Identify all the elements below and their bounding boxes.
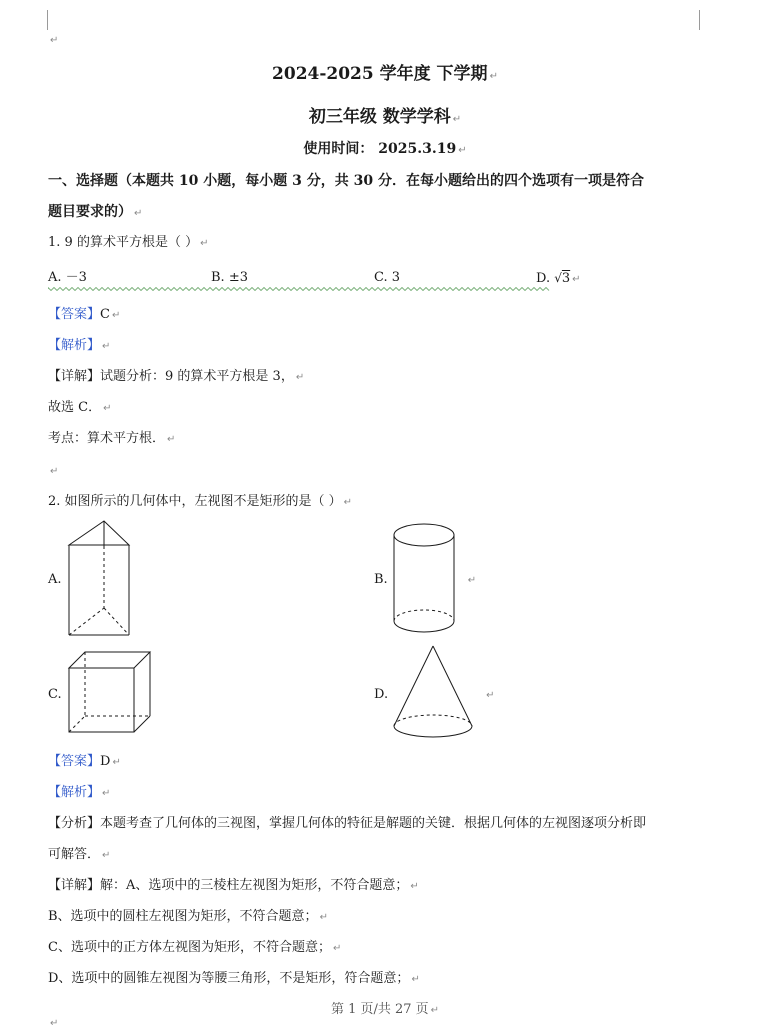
triangular-prism-figure [64, 518, 136, 640]
q2-detail-a: 【详解】解：A、选项中的三棱柱左视图为矩形，不符合题意； ↵ [48, 878, 419, 893]
q2-stem: 2. 如图所示的几何体中，左视图不是矩形的是（ ） ↵ [48, 494, 353, 509]
page-corner-left [47, 10, 48, 30]
q2-fenxi: 【分析】本题考查了几何体的三视图，掌握几何体的特征是解题的关键．根据几何体的左视图逐项分析即 [48, 816, 647, 831]
paragraph-mark: ↵ [50, 1018, 59, 1029]
q2-option-c-label: C. [48, 687, 62, 702]
q2-option-a-label: A. [48, 572, 62, 587]
section-heading: 一、选择题（本题共 10 小题，每小题 3 分，共 30 分．在每小题给出的四个选项有一项是符合 [48, 173, 644, 189]
q1-option-a: A. －3 [48, 270, 87, 285]
q2-analysis: 【解析】 ↵ [48, 785, 111, 800]
q1-option-b: B. ±3 [211, 270, 248, 285]
q2-answer: 【答案】D ↵ [48, 754, 121, 769]
cone-figure [390, 642, 476, 742]
spellcheck-underline [48, 287, 551, 291]
cube-figure [65, 648, 155, 738]
q1-conclusion: 故选 C． ↵ [48, 400, 112, 415]
q2-detail-c: C、选项中的正方体左视图为矩形，不符合题意； ↵ [48, 940, 342, 955]
cylinder-figure [390, 521, 460, 639]
doc-date: 使用时间： 2025.3.19 ↵ [303, 141, 467, 157]
q1-option-d: D. √3 ↵ [536, 271, 581, 286]
q2-option-b-label: B. ↵ [374, 572, 477, 587]
q1-detail: 【详解】试题分析：9 的算术平方根是 3， ↵ [48, 369, 305, 384]
doc-subtitle: 初三年级 数学学科 ↵ [308, 107, 462, 127]
q2-detail-b: B、选项中的圆柱左视图为矩形，不符合题意； ↵ [48, 909, 328, 924]
section-heading-cont: 题目要求的） ↵ [48, 204, 143, 220]
doc-title: 2024-2025 学年度 下学期 ↵ [272, 64, 498, 84]
q1-knowledge: 考点：算术平方根． ↵ [48, 431, 176, 446]
paragraph-mark: ↵ [50, 35, 59, 46]
page-corner-right [699, 10, 700, 30]
q1-analysis: 【解析】 ↵ [48, 338, 111, 353]
q1-answer: 【答案】C ↵ [48, 307, 121, 322]
q2-detail-d: D、选项中的圆锥左视图为等腰三角形，不是矩形，符合题意； ↵ [48, 971, 420, 986]
page-footer: 第 1 页/共 27 页 ↵ [330, 1002, 440, 1017]
q2-option-d-label: D. ↵ [374, 687, 495, 702]
paragraph-mark: ↵ [50, 466, 59, 477]
q1-stem: 1. 9 的算术平方根是（ ） ↵ [48, 235, 209, 250]
q1-option-c: C. 3 [374, 270, 401, 285]
q2-fenxi-cont: 可解答． ↵ [48, 847, 111, 862]
